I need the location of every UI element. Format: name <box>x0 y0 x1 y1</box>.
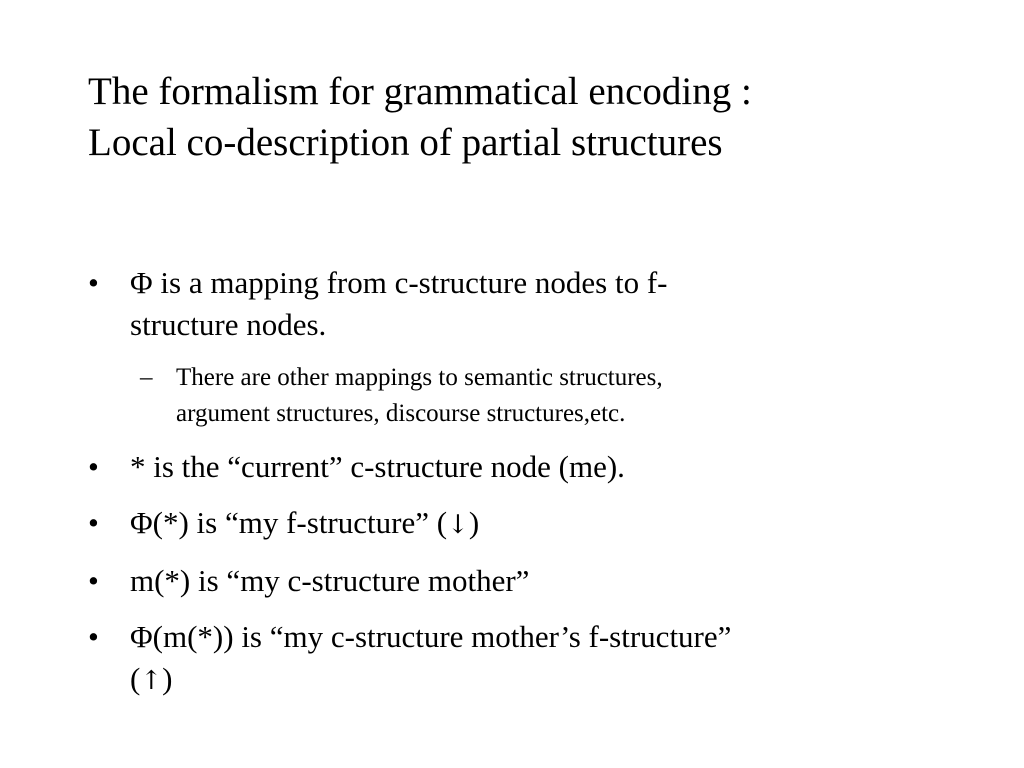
sub-bullet-text <box>176 360 968 432</box>
bullet-item-mother <box>88 560 968 602</box>
bullet-line: Φ is a mapping from c-structure nodes to f- <box>130 265 668 300</box>
bullet-text-after: ) <box>162 661 173 696</box>
bullet-line: m(*) is “my c-structure mother” <box>130 563 530 598</box>
title-line-2: Local co-description of partial structures <box>88 121 723 164</box>
bullet-text <box>130 616 968 702</box>
bullet-text-before: Φ(*) is “my f-structure” ( <box>130 505 448 540</box>
dash-icon: – <box>140 364 153 391</box>
bullet-text <box>130 502 968 546</box>
bullet-icon: • <box>88 265 99 300</box>
bullet-line: structure nodes. <box>130 307 327 342</box>
bullet-icon: • <box>88 619 99 654</box>
slide-title <box>88 66 988 168</box>
bullet-item-phi-mapping <box>88 262 968 346</box>
up-arrow-icon: ↑ <box>140 666 163 696</box>
bullet-icon: • <box>88 449 99 484</box>
bullet-text <box>130 446 968 488</box>
bullet-line: Φ(m(*)) is “my c-structure mother’s f-structure” <box>130 619 732 654</box>
bullet-list <box>88 262 968 716</box>
bullet-item-my-f-structure <box>88 502 968 546</box>
down-arrow-icon: ↓ <box>447 510 469 540</box>
title-line-1: The formalism for grammatical encoding : <box>88 70 752 113</box>
bullet-text-after: ) <box>468 505 480 540</box>
sub-bullet-line: argument structures, discourse structures,etc. <box>176 400 626 427</box>
bullet-item-current-node <box>88 446 968 488</box>
bullet-line <box>130 502 968 546</box>
bullet-text <box>130 262 968 346</box>
bullet-text-before: ( <box>130 661 141 696</box>
bullet-line: * is the “current” c-structure node (me). <box>130 449 625 484</box>
bullet-text <box>130 560 968 602</box>
bullet-icon: • <box>88 563 99 598</box>
sub-bullet-line: There are other mappings to semantic structures, <box>176 364 663 391</box>
bullet-item-mother-f-structure <box>88 616 968 702</box>
bullet-line <box>130 658 968 702</box>
sub-bullet-item-other-mappings <box>88 360 968 432</box>
bullet-icon: • <box>88 505 99 540</box>
